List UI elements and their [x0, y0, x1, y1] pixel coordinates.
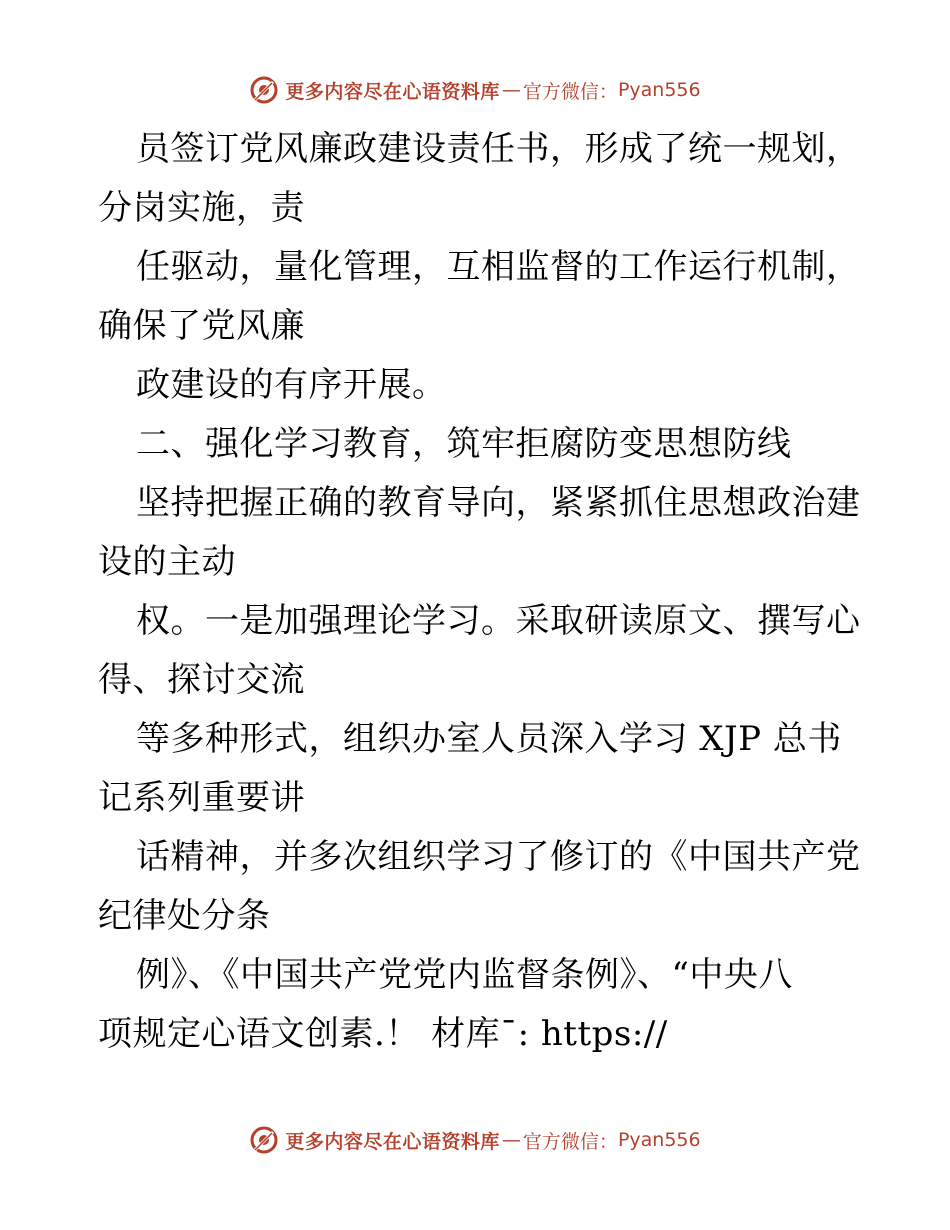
body-line: 权。一是加强理论学习。采取研读原文、撰写心 — [136, 601, 861, 641]
body-line: 分岗实施，责 — [98, 188, 305, 228]
logo-icon — [249, 1125, 279, 1155]
banner-wechat-id: Pyan556 — [617, 1129, 701, 1151]
body-line: 话精神，并多次组织学习了修订的《中国共产党 — [136, 837, 861, 877]
header-banner — [0, 70, 950, 110]
body-line: 记系列重要讲 — [98, 778, 305, 818]
body-line: 例》、《中国共产党党内监督条例》、“中央八 — [136, 955, 793, 995]
logo-icon — [249, 75, 279, 105]
body-line: 员签订党风廉政建设责任书，形成了统一规划， — [136, 129, 861, 169]
body-line: 得、探讨交流 — [98, 660, 305, 700]
body-line: 任驱动，量化管理，互相监督的工作运行机制， — [136, 247, 861, 287]
banner-brand: 更多内容尽在心语资料库 — [285, 1130, 500, 1153]
body-line: 项规定心语文创素.！ 材库¯: https:// — [98, 1014, 668, 1054]
body-line: 等多种形式，组织办室人员深入学习 XJP 总书 — [136, 719, 842, 759]
body-line: 政建设的有序开展。 — [136, 365, 447, 405]
banner-brand: 更多内容尽在心语资料库 — [285, 80, 500, 103]
document-body — [98, 120, 878, 1064]
section-heading: 二、强化学习教育，筑牢拒腐防变思想防线 — [136, 424, 792, 464]
banner-wechat-label: 官方微信： — [522, 1130, 618, 1153]
footer-banner — [0, 1120, 950, 1160]
banner-wechat-id: Pyan556 — [617, 79, 701, 101]
banner-separator: — — [501, 1129, 521, 1151]
body-line: 坚持把握正确的教育导向，紧紧抓住思想政治建 — [136, 483, 861, 523]
banner-separator: — — [501, 79, 521, 101]
banner-wechat-label: 官方微信： — [522, 80, 618, 103]
body-line: 设的主动 — [98, 542, 236, 582]
body-line: 纪律处分条 — [98, 896, 271, 936]
body-line: 确保了党风廉 — [98, 306, 305, 346]
